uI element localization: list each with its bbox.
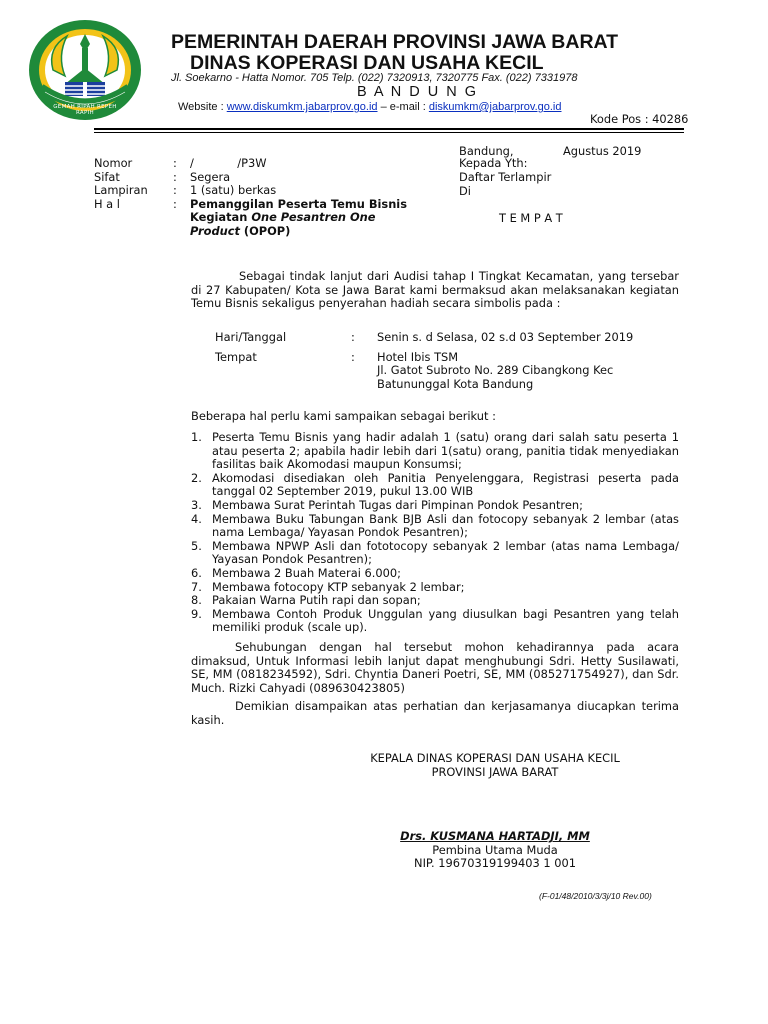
day-label: Hari/Tanggal <box>215 330 287 344</box>
recipient-at: Di <box>459 184 471 198</box>
day-colon: : <box>351 330 355 344</box>
hal-label: H a l <box>94 196 120 211</box>
day-value: Senin s. d Selasa, 02 s.d 03 September 2019 <box>377 330 634 344</box>
meta-sifat <box>94 171 454 185</box>
hal-value-line3a: Product <box>190 223 240 238</box>
sifat-value: Segera <box>190 169 231 184</box>
meta-nomor <box>94 157 454 171</box>
requirements-list <box>191 431 679 635</box>
nomor-colon: : <box>173 156 177 170</box>
nomor-label: Nomor <box>94 156 133 170</box>
letterhead-rule-thin <box>94 132 684 133</box>
place-value <box>377 351 655 392</box>
place-value-name: Hotel Ibis TSM <box>377 349 459 364</box>
email-link[interactable]: diskumkm@jabarprov.go.id <box>428 101 562 113</box>
date-city: Bandung, <box>459 144 514 158</box>
hal-value-line3b: (OPOP) <box>239 223 291 238</box>
logo <box>27 18 143 122</box>
email-label: – e-mail : <box>377 101 429 113</box>
sifat-colon: : <box>173 169 177 184</box>
letter-meta <box>94 157 454 239</box>
list-item: 1. Peserta Temu Bisnis yang hadir adalah 1 (satu) orang dari salah satu peserta 1 atau peserta 2; apabila hadir lebih dari 1(satu) orang, panitia tidak menyediakan fasilitas baik Akomodasi maupun Konsumsi; <box>191 430 679 472</box>
hal-value-line2a: Kegiatan <box>190 210 252 225</box>
logo-motto: GEMAH RIPAH REPEH RAPIH <box>53 104 117 116</box>
letterhead-government: PEMERINTAH DAERAH PROVINSI JAWA BARAT <box>171 31 619 53</box>
nomor-value: / /P3W <box>190 156 267 170</box>
list-item: 9. Membawa Contoh Produk Unggulan yang diusulkan bagi Pesantren yang telah memiliki produk (scale up). <box>191 606 679 635</box>
signatory-province: PROVINSI JAWA BARAT <box>431 764 559 779</box>
signature-block <box>330 752 660 871</box>
letterhead-rule-thick <box>94 128 684 130</box>
contact-paragraph: Sehubungan dengan hal tersebut mohon kehadirannya pada acara dimaksud, Untuk Informasi lebih lanjut dapat menghubungi Sdri. Hetty Susilawati, SE, MM (0818234592), Sdri. Chyntia Daneri Poetri, SE, MM (085271754927), dan Sdr. Much. Rizki Cahyadi (089630423805) <box>191 640 679 695</box>
signatory-name: Drs. KUSMANA HARTADJI, MM <box>400 829 590 844</box>
list-item: 7. Membawa fotocopy KTP sebanyak 2 lembar; <box>191 579 465 594</box>
points-intro: Beberapa hal perlu kami sampaikan sebagai berikut : <box>191 409 496 423</box>
letterhead-city: B A N D U N G <box>357 84 479 100</box>
sifat-label: Sifat <box>94 169 120 184</box>
hal-value-line1: Pemanggilan Peserta Temu Bisnis <box>190 196 407 211</box>
letterhead-address: Jl. Soekarno - Hatta Nomor. 705 Telp. (022) 7320913, 7320775 Fax. (022) 7331978 <box>171 72 578 84</box>
schedule-day-row <box>215 331 685 345</box>
list-item: 5. Membawa NPWP Asli dan fototocopy sebanyak 2 lembar (atas nama Lembaga/ Yayasan Pondok Pesantren); <box>191 538 679 567</box>
recipient-name: Daftar Terlampir <box>459 170 552 184</box>
place-colon: : <box>351 349 355 364</box>
website-label: Website : <box>178 101 227 113</box>
place-value-address: Jl. Gatot Subroto No. 289 Cibangkong Kec Batununggal Kota Bandung <box>377 363 614 391</box>
signatory-title: KEPALA DINAS KOPERASI DAN USAHA KECIL <box>370 751 620 765</box>
list-item: 2. Akomodasi disediakan oleh Panitia Penyelenggara, Registrasi peserta pada tanggal 02 September 2019, pukul 13.00 WIB <box>191 470 679 499</box>
list-item: 8. Pakaian Warna Putih rapi dan sopan; <box>191 593 421 608</box>
letterhead-agency: DINAS KOPERASI DAN USAHA KECIL <box>190 52 544 74</box>
closing-paragraph: Demikian disampaikan atas perhatian dan kerjasamanya diucapkan terima kasih. <box>191 699 679 727</box>
website-link[interactable]: www.diskumkm.jabarprov.go.id <box>226 101 378 113</box>
list-item: 4. Membawa Buku Tabungan Bank BJB Asli dan fotocopy sebanyak 2 lembar (atas nama Lembaga/ Yayasan Pondok Pesantren); <box>191 511 679 540</box>
postcode: Kode Pos : 40286 <box>590 112 689 126</box>
lampiran-label: Lampiran <box>94 183 148 198</box>
intro-paragraph: Sebagai tindak lanjut dari Audisi tahap I Tingkat Kecamatan, yang tersebar di 27 Kabupaten/ Kota se Jawa Barat kami bermaksud akan melaksanakan kegiatan Temu Bisnis sekaligus penyerahan hadiah secara simbolis pada : <box>191 269 679 311</box>
signatory-nip: NIP. 19670319199403 1 001 <box>414 856 576 871</box>
letter-date: Agustus 2019 <box>563 144 642 158</box>
hal-colon: : <box>173 196 177 211</box>
list-item: 6. Membawa 2 Buah Materai 6.000; <box>191 565 401 580</box>
meta-lampiran <box>94 184 454 198</box>
schedule-place-row <box>215 351 685 392</box>
signatory-rank: Pembina Utama Muda <box>432 842 558 857</box>
form-code: (F-01/48/2010/3/3j/10 Rev.00) <box>539 891 652 901</box>
hal-value <box>190 198 410 239</box>
lampiran-value: 1 (satu) berkas <box>190 183 277 198</box>
place-label: Tempat <box>215 349 257 364</box>
lampiran-colon: : <box>173 183 177 198</box>
recipient-place: T E M P A T <box>499 211 563 225</box>
hal-value-line2b: One Pesantren One <box>251 210 376 225</box>
meta-hal <box>94 198 454 239</box>
recipient-to: Kepada Yth: <box>459 156 528 170</box>
schedule <box>215 331 685 391</box>
list-item: 3. Membawa Surat Perintah Tugas dari Pimpinan Pondok Pesantren; <box>191 497 583 512</box>
